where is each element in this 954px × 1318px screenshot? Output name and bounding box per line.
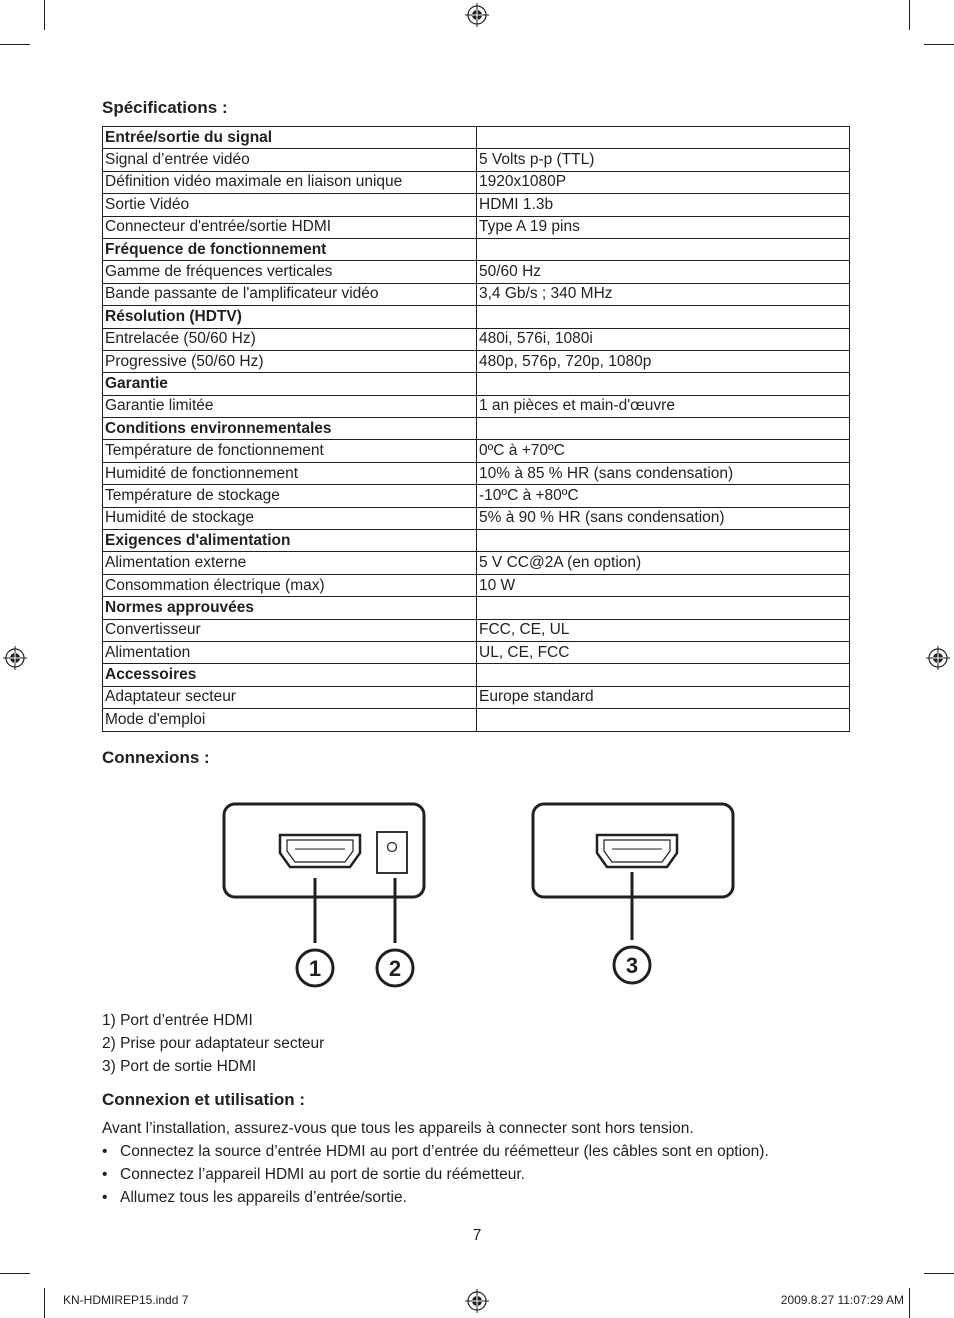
connection-diagram [215, 795, 745, 995]
spec-label: Conditions environnementales [103, 418, 477, 440]
bullet: • [102, 1166, 108, 1183]
crop-mark [44, 0, 45, 30]
spec-table [102, 126, 850, 732]
spec-label: Résolution (HDTV) [103, 306, 477, 328]
spec-value: 5 Volts p-p (TTL) [477, 149, 850, 171]
spec-label: Consommation électrique (max) [103, 574, 477, 596]
table-row [103, 350, 850, 372]
registration-mark-icon [465, 3, 489, 27]
spec-value: Type A 19 pins [477, 216, 850, 238]
spec-label: Accessoires [103, 664, 477, 686]
spec-value [477, 127, 850, 149]
spec-value [477, 418, 850, 440]
spec-label: Entrelacée (50/60 Hz) [103, 328, 477, 350]
legend-item: 2) Prise pour adaptateur secteur [102, 1035, 325, 1052]
crop-mark [909, 1288, 910, 1318]
input-unit [224, 804, 424, 943]
table-section-row [103, 238, 850, 260]
table-row [103, 641, 850, 663]
callout-1-label: 1 [308, 956, 322, 981]
spec-label: Connecteur d'entrée/sortie HDMI [103, 216, 477, 238]
spec-value [477, 530, 850, 552]
spec-label: Garantie limitée [103, 395, 477, 417]
spec-value: 5% à 90 % HR (sans condensation) [477, 507, 850, 529]
spec-label: Mode d'emploi [103, 709, 477, 731]
registration-mark-icon [465, 1289, 489, 1313]
spec-value: 480i, 576i, 1080i [477, 328, 850, 350]
spec-label: Sortie Vidéo [103, 194, 477, 216]
spec-value [477, 306, 850, 328]
spec-label: Entrée/sortie du signal [103, 127, 477, 149]
table-row [103, 395, 850, 417]
usage-intro: Avant l’installation, assurez-vous que tous les appareils à connecter sont hors tension. [102, 1120, 694, 1137]
spec-label: Exigences d'alimentation [103, 530, 477, 552]
page-number: 7 [472, 1227, 482, 1244]
table-row [103, 507, 850, 529]
spec-value: 5 V CC@2A (en option) [477, 552, 850, 574]
spec-label: Adaptateur secteur [103, 686, 477, 708]
table-section-row [103, 418, 850, 440]
bullet-text: Connectez la source d’entrée HDMI au port d’entrée du réémetteur (les câbles sont en option). [120, 1143, 769, 1160]
spec-value: 480p, 576p, 720p, 1080p [477, 350, 850, 372]
spec-label: Progressive (50/60 Hz) [103, 350, 477, 372]
spec-label: Normes approuvées [103, 597, 477, 619]
spec-value [477, 238, 850, 260]
spec-label: Convertisseur [103, 619, 477, 641]
callout-2-label: 2 [388, 956, 402, 981]
spec-label: Humidité de stockage [103, 507, 477, 529]
spec-label: Température de fonctionnement [103, 440, 477, 462]
legend-item: 3) Port de sortie HDMI [102, 1058, 257, 1075]
crop-mark [0, 44, 30, 45]
bullet: • [102, 1189, 108, 1206]
table-row [103, 619, 850, 641]
table-row [103, 462, 850, 484]
list-item [102, 1186, 862, 1209]
table-section-row [103, 306, 850, 328]
spec-label: Alimentation externe [103, 552, 477, 574]
spec-value: FCC, CE, UL [477, 619, 850, 641]
registration-mark-icon [926, 646, 950, 670]
callout-2 [377, 950, 413, 986]
spec-value: -10ºC à +80ºC [477, 485, 850, 507]
spec-label: Alimentation [103, 641, 477, 663]
slug-file-name: KN-HDMIREP15.indd 7 [63, 1293, 189, 1307]
table-row [103, 216, 850, 238]
usage-section [102, 1117, 862, 1209]
registration-mark-icon [3, 646, 27, 670]
crop-mark [44, 1288, 45, 1318]
table-row [103, 194, 850, 216]
table-row [103, 709, 850, 731]
spec-value: 10% à 85 % HR (sans condensation) [477, 462, 850, 484]
table-row [103, 552, 850, 574]
crop-mark [0, 1273, 30, 1274]
spec-label: Garantie [103, 373, 477, 395]
callout-1 [297, 950, 333, 986]
crop-mark [909, 0, 910, 30]
spec-label: Bande passante de l'amplificateur vidéo [103, 283, 477, 305]
spec-value [477, 597, 850, 619]
table-row [103, 440, 850, 462]
table-row [103, 261, 850, 283]
table-row [103, 574, 850, 596]
output-unit [533, 804, 733, 940]
spec-value: 3,4 Gb/s ; 340 MHz [477, 283, 850, 305]
power-jack-icon [377, 832, 407, 873]
spec-label: Température de stockage [103, 485, 477, 507]
table-row [103, 171, 850, 193]
spec-value: 1920x1080P [477, 171, 850, 193]
table-row [103, 149, 850, 171]
callout-3 [614, 947, 650, 983]
bullet: • [102, 1143, 108, 1160]
spec-label: Signal d’entrée vidéo [103, 149, 477, 171]
spec-value [477, 664, 850, 686]
spec-value [477, 709, 850, 731]
callout-3-label: 3 [625, 953, 639, 978]
spec-label: Gamme de fréquences verticales [103, 261, 477, 283]
table-section-row [103, 664, 850, 686]
spec-value: 10 W [477, 574, 850, 596]
list-item [102, 1140, 862, 1163]
spec-value: 1 an pièces et main-d'œuvre [477, 395, 850, 417]
usage-heading: Connexion et utilisation : [102, 1090, 306, 1109]
spec-value [477, 373, 850, 395]
bullet-text: Connectez l’appareil HDMI au port de sortie du réémetteur. [120, 1166, 525, 1183]
spec-value: 0ºC à +70ºC [477, 440, 850, 462]
spec-value: 50/60 Hz [477, 261, 850, 283]
table-section-row [103, 530, 850, 552]
list-item [102, 1163, 862, 1186]
table-row [103, 686, 850, 708]
crop-mark [924, 1273, 954, 1274]
table-row [103, 485, 850, 507]
table-row [103, 283, 850, 305]
table-row [103, 328, 850, 350]
legend-item: 1) Port d’entrée HDMI [102, 1012, 253, 1029]
connexions-heading: Connexions : [102, 748, 210, 767]
table-section-row [103, 597, 850, 619]
spec-label: Humidité de fonctionnement [103, 462, 477, 484]
table-section-row [103, 373, 850, 395]
crop-mark [924, 44, 954, 45]
spec-value: UL, CE, FCC [477, 641, 850, 663]
bullet-text: Allumez tous les appareils d’entrée/sortie. [120, 1189, 407, 1206]
spec-label: Fréquence de fonctionnement [103, 238, 477, 260]
spec-value: HDMI 1.3b [477, 194, 850, 216]
spec-value: Europe standard [477, 686, 850, 708]
slug-timestamp: 2009.8.27 11:07:29 AM [780, 1293, 904, 1307]
spec-label: Définition vidéo maximale en liaison unique [103, 171, 477, 193]
port-legend [102, 1009, 324, 1078]
spec-heading: Spécifications : [102, 98, 228, 117]
table-section-row [103, 127, 850, 149]
